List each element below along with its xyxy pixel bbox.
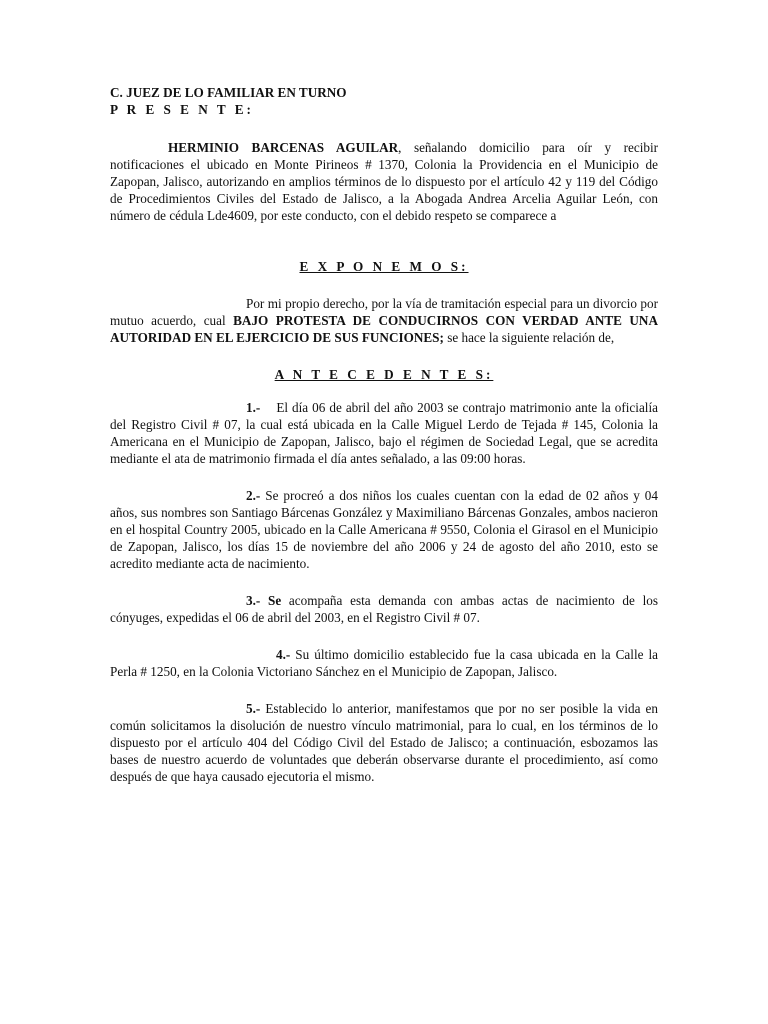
antecedentes-title: A N T E C E D E N T E S: <box>274 367 494 382</box>
antecedente-item-2 <box>110 487 658 572</box>
item-number: 2.- <box>246 488 261 503</box>
exponemos-text-before: Por mi propio derecho, por la vía de tramitación especial para un divorcio por mutuo acuerdo, cual <box>110 296 658 328</box>
document-page <box>110 84 662 785</box>
exponemos-title: E X P O N E M O S: <box>299 259 469 274</box>
exponemos-text-after: se hace la siguiente relación de, <box>443 330 615 345</box>
item-text: Establecido lo anterior, manifestamos que por no ser posible la vida en común solicitamos la disolución de nuestro vínculo matrimonial, para lo cual, en los términos de lo dispuesto por el artículo 404 del Código Civil del Estado de Jalisco; a continuación, esbozamos las bases de nuestro acuerdo de voluntades que deberán observarse durante el procedimiento, así como después de que haya causado ejecutoria el mismo. <box>110 701 658 784</box>
item-number: 4.- <box>276 647 291 662</box>
intro-paragraph <box>110 139 658 224</box>
item-number: 3.- Se <box>246 593 282 608</box>
exponemos-paragraph <box>110 295 658 346</box>
antecedente-item-4 <box>110 646 658 680</box>
item-text: Su último domicilio establecido fue la casa ubicada en la Calle la Perla # 1250, en la Colonia Victoriano Sánchez en el Municipio de Zapopan, Jalisco. <box>110 647 658 679</box>
item-number: 1.- <box>246 400 261 415</box>
item-text: acompaña esta demanda con ambas actas de nacimiento de los cónyuges, expedidas el 06 de abril del 2003, en el Registro Civil # 07. <box>110 593 658 625</box>
presente-heading: P R E S E N T E: <box>110 102 254 117</box>
antecedente-item-3 <box>110 592 658 626</box>
exponemos-bold-text: BAJO PROTESTA DE CONDUCIRNOS CON VERDAD ANTE UNA AUTORIDAD EN EL EJERCICIO DE SUS FUNCIONES; <box>110 313 658 345</box>
petitioner-name: HERMINIO BARCENAS AGUILAR <box>168 140 399 155</box>
item-number: 5.- <box>246 701 261 716</box>
item-text: El día 06 de abril del año 2003 se contrajo matrimonio ante la oficialía del Registro Civil # 07, la cual está ubicada en la Calle Miguel Lerdo de Tejada # 145, Colonia la Americana en el Municipio de Zapopan, Jalisco, bajo el régimen de Sociedad Legal, que se acredita mediante el ata de matrimonio firmada el día antes señalado, a las 09:00 horas. <box>110 400 662 466</box>
intro-text: , señalando domicilio para oír y recibir notificaciones el ubicado en Monte Pirineos # 1370, Colonia la Providencia en el Municipio de Zapopan, Jalisco, autorizando en amplios términos de lo dispuesto por el artículo 42 y 119 del Código de Procedimientos Civiles del Estado de Jalisco, a la Abogada Andrea Arcelia Aguilar León, con número de cédula Lde4609, por este conducto, con el debido respeto se comparece a <box>110 140 659 223</box>
antecedente-item-5 <box>110 700 658 785</box>
recipient-heading: C. JUEZ DE LO FAMILIAR EN TURNO <box>110 85 347 100</box>
item-text: Se procreó a dos niños los cuales cuentan con la edad de 02 años y 04 años, sus nombres son Santiago Bárcenas González y Maximiliano Bárcenas Gonzales, ambos nacieron en el hospital Country 2005, ubicado en la Calle Americana # 9550, Colonia el Girasol en el Municipio de Zapopan, Jalisco, los días 15 de noviembre del año 2006 y 24 de agosto del año 2010, esto se acredito mediante acta de nacimiento. <box>110 488 658 571</box>
antecedente-item-1 <box>110 399 662 467</box>
